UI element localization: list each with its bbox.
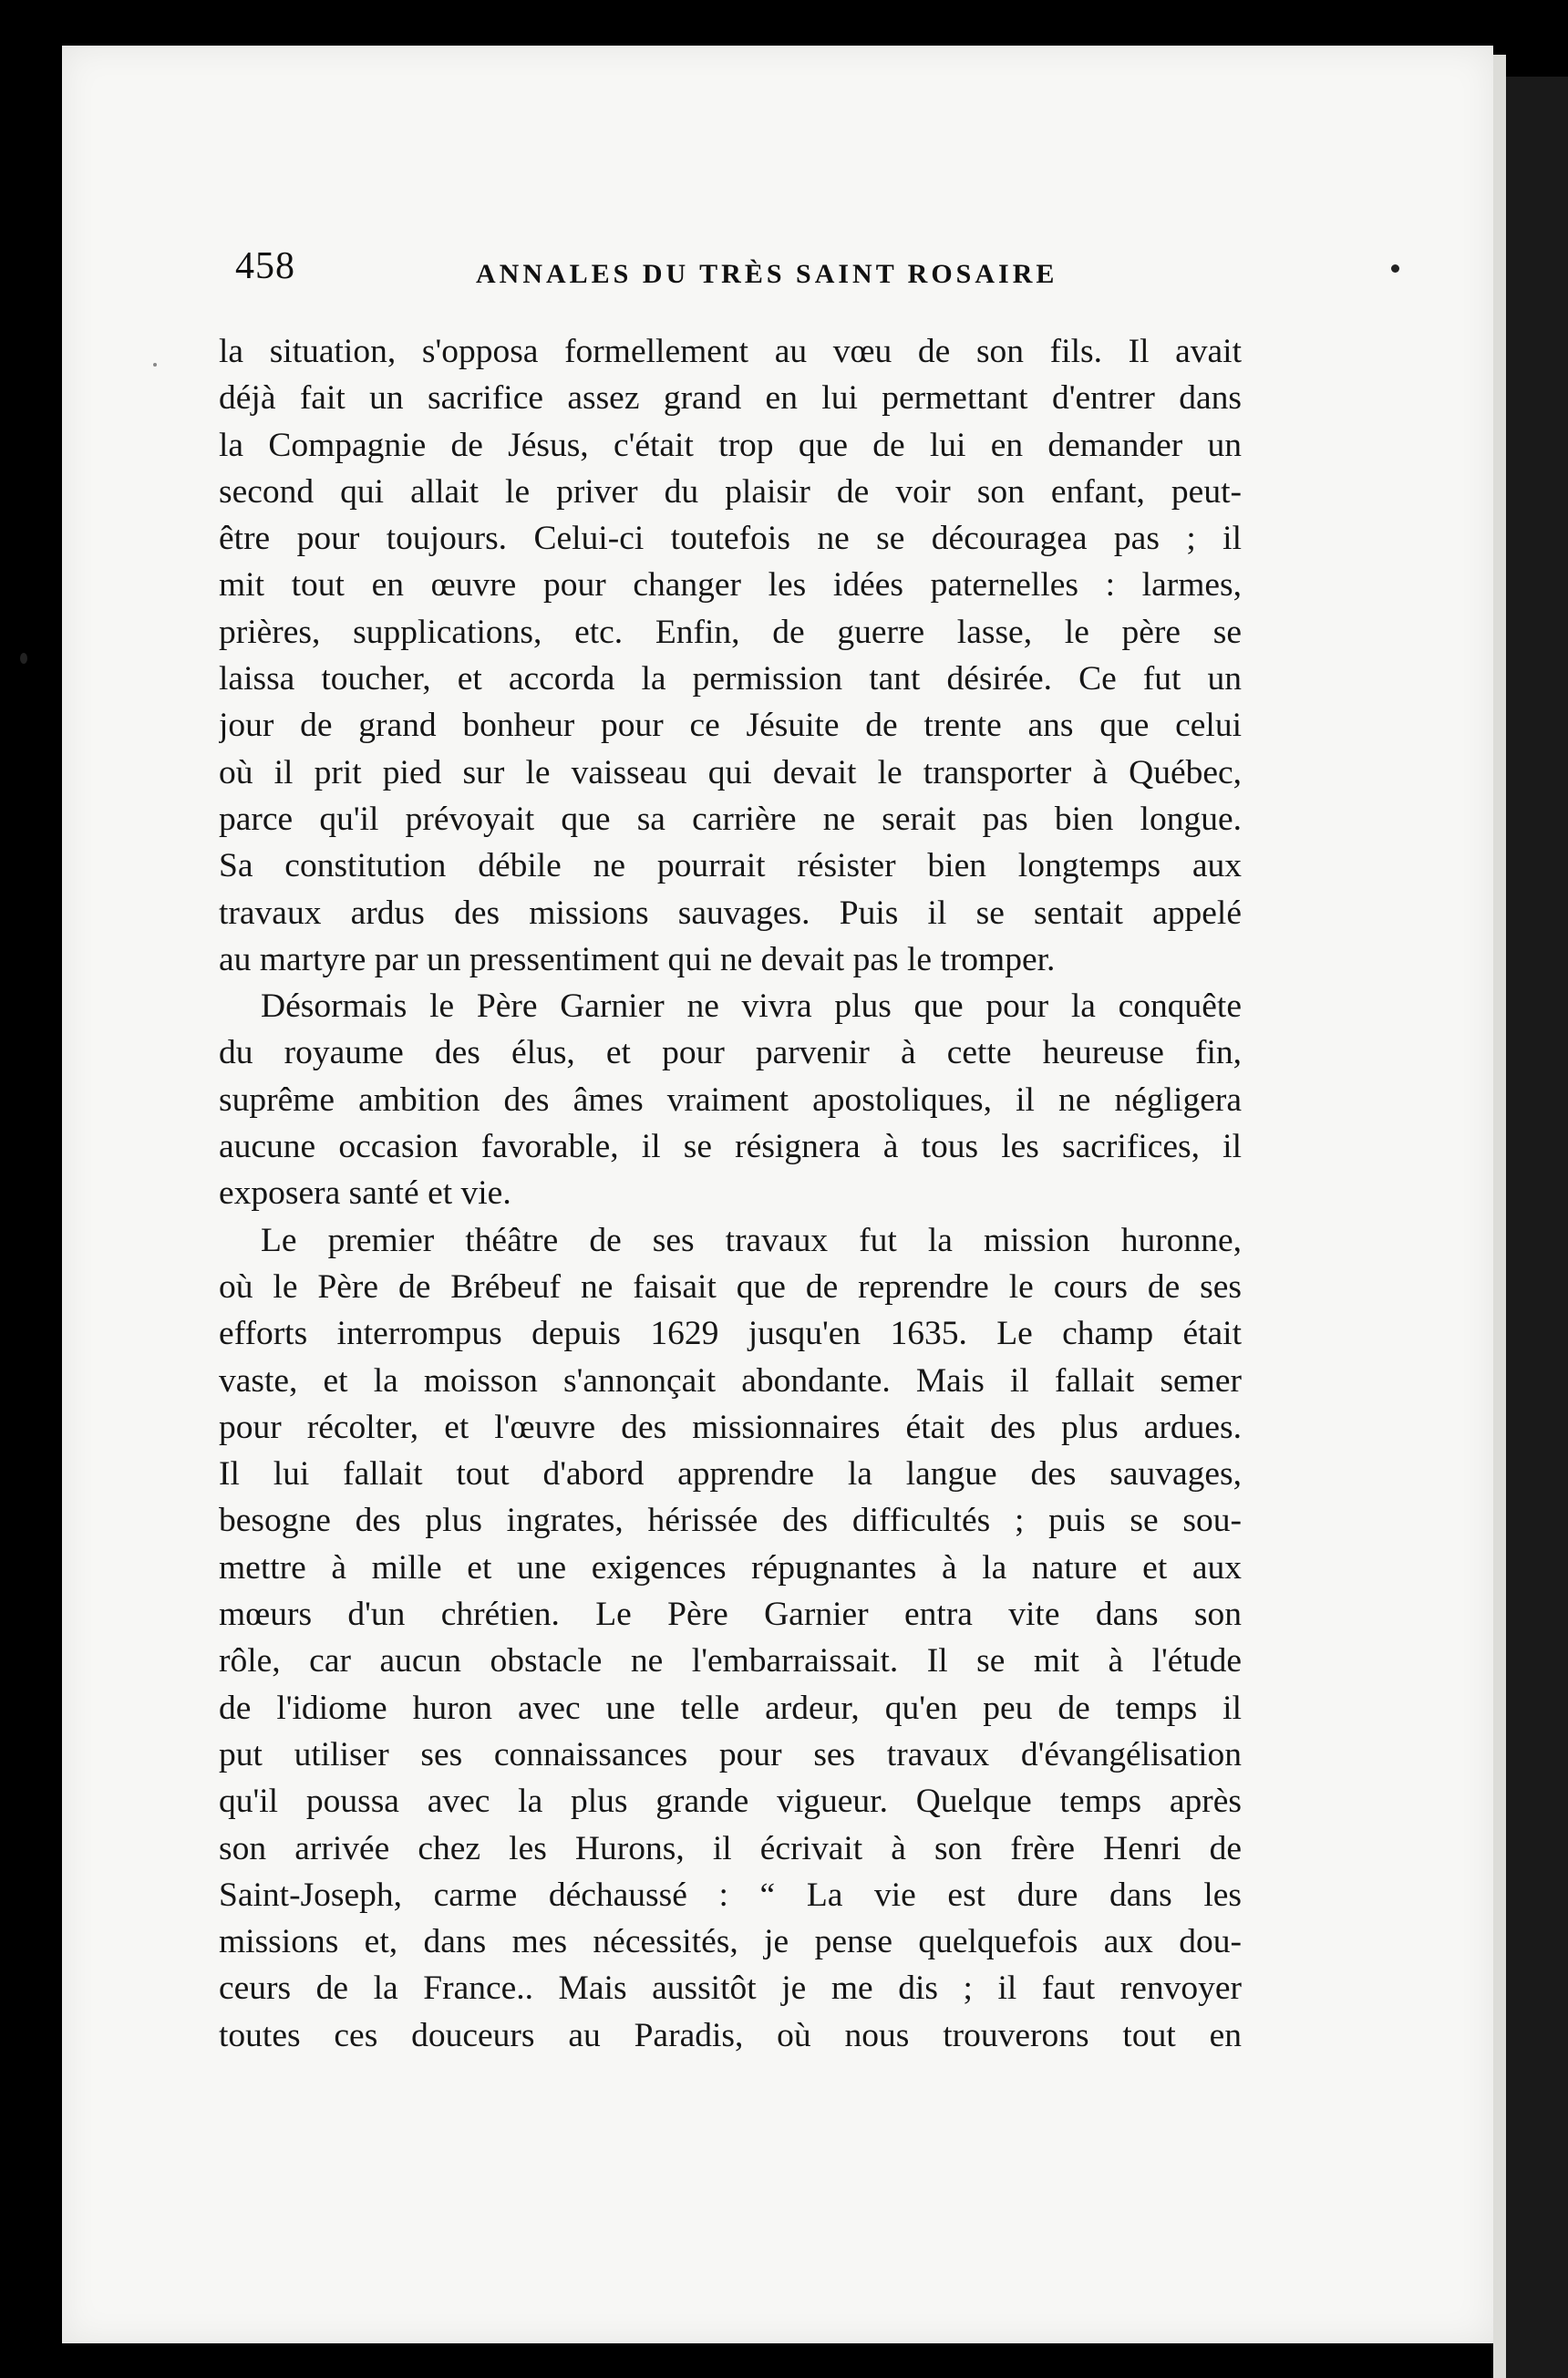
facing-page-shadow xyxy=(1506,77,1568,2378)
text-line: Il lui fallait tout d'abord apprendre la langue des sauvages, xyxy=(219,1455,1242,1494)
dust-speck xyxy=(1391,264,1399,273)
text-line: travaux ardus des missions sauvages. Puis il se sentait appelé xyxy=(219,894,1242,932)
text-line: Le premier théâtre de ses travaux fut la mission huronne, xyxy=(261,1221,1242,1259)
running-head: ANNALES DU TRÈS SAINT ROSAIRE xyxy=(476,259,1058,289)
page-number: 458 xyxy=(235,245,295,287)
text-line: pour récolter, et l'œuvre des missionnaires était des plus ardues. xyxy=(219,1408,1242,1446)
text-line: où le Père de Brébeuf ne faisait que de reprendre le cours de ses xyxy=(219,1267,1242,1306)
text-line: Sa constitution débile ne pourrait résister bien longtemps aux xyxy=(219,847,1242,885)
facing-page-edge xyxy=(1493,55,1506,2378)
text-line: vaste, et la moisson s'annonçait abondante. Mais il fallait semer xyxy=(219,1361,1242,1400)
text-line: Saint-Joseph, carme déchaussé : “ La vie est dure dans les xyxy=(219,1876,1242,1914)
text-line: parce qu'il prévoyait que sa carrière ne serait pas bien longue. xyxy=(219,800,1242,838)
text-line: de l'idiome huron avec une telle ardeur, qu'en peu de temps il xyxy=(219,1689,1242,1727)
paragraph-1 xyxy=(219,328,1242,983)
body-text xyxy=(219,328,1242,2059)
text-line: besogne des plus ingrates, hérissée des difficultés ; puis se sou- xyxy=(219,1502,1242,1540)
page-header xyxy=(235,239,1238,294)
text-line: toutes ces douceurs au Paradis, où nous trouverons tout en xyxy=(219,2016,1242,2054)
text-line: mettre à mille et une exigences répugnantes à la nature et aux xyxy=(219,1548,1242,1587)
paragraph-2 xyxy=(219,983,1242,1216)
text-line: où il prit pied sur le vaisseau qui devait le transporter à Québec, xyxy=(219,753,1242,791)
text-line: prières, supplications, etc. Enfin, de guerre lasse, le père se xyxy=(219,613,1242,651)
text-line: missions et, dans mes nécessités, je pense quelquefois aux dou- xyxy=(219,1923,1242,1961)
text-line: déjà fait un sacrifice assez grand en lui permettant d'entrer dans xyxy=(219,379,1242,418)
paragraph-3 xyxy=(219,1217,1242,2059)
text-line: son arrivée chez les Hurons, il écrivait à son frère Henri de xyxy=(219,1829,1242,1867)
dust-speck xyxy=(20,653,27,664)
text-line: second qui allait le priver du plaisir de voir son enfant, peut- xyxy=(219,472,1242,511)
text-line: du royaume des élus, et pour parvenir à cette heureuse fin, xyxy=(219,1034,1242,1072)
text-line: être pour toujours. Celui-ci toutefois ne se découragea pas ; il xyxy=(219,520,1242,558)
text-line: la Compagnie de Jésus, c'était trop que de lui en demander un xyxy=(219,426,1242,464)
text-line: efforts interrompus depuis 1629 jusqu'en 1635. Le champ était xyxy=(219,1315,1242,1353)
text-line: Désormais le Père Garnier ne vivra plus que pour la conquête xyxy=(261,987,1242,1026)
text-line: exposera santé et vie. xyxy=(219,1174,511,1213)
text-line: aucune occasion favorable, il se résignera à tous les sacrifices, il xyxy=(219,1128,1242,1166)
text-line: put utiliser ses connaissances pour ses travaux d'évangélisation xyxy=(219,1735,1242,1773)
text-line: la situation, s'opposa formellement au vœu de son fils. Il avait xyxy=(219,333,1242,370)
text-line: mœurs d'un chrétien. Le Père Garnier entra vite dans son xyxy=(219,1596,1242,1634)
text-line: au martyre par un pressentiment qui ne devait pas le tromper. xyxy=(219,940,1056,978)
text-line: qu'il poussa avec la plus grande vigueur. Quelque temps après xyxy=(219,1783,1242,1821)
text-line: mit tout en œuvre pour changer les idées paternelles : larmes, xyxy=(219,566,1242,605)
text-line: jour de grand bonheur pour ce Jésuite de trente ans que celui xyxy=(219,707,1242,745)
text-line: ceurs de la France.. Mais aussitôt je me dis ; il faut renvoyer xyxy=(219,1970,1242,2008)
text-line: rôle, car aucun obstacle ne l'embarraissait. Il se mit à l'étude xyxy=(219,1642,1242,1680)
text-line: laissa toucher, et accorda la permission tant désirée. Ce fut un xyxy=(219,660,1242,698)
dust-speck xyxy=(153,363,157,367)
text-line: suprême ambition des âmes vraiment apostoliques, il ne négligera xyxy=(219,1080,1242,1119)
